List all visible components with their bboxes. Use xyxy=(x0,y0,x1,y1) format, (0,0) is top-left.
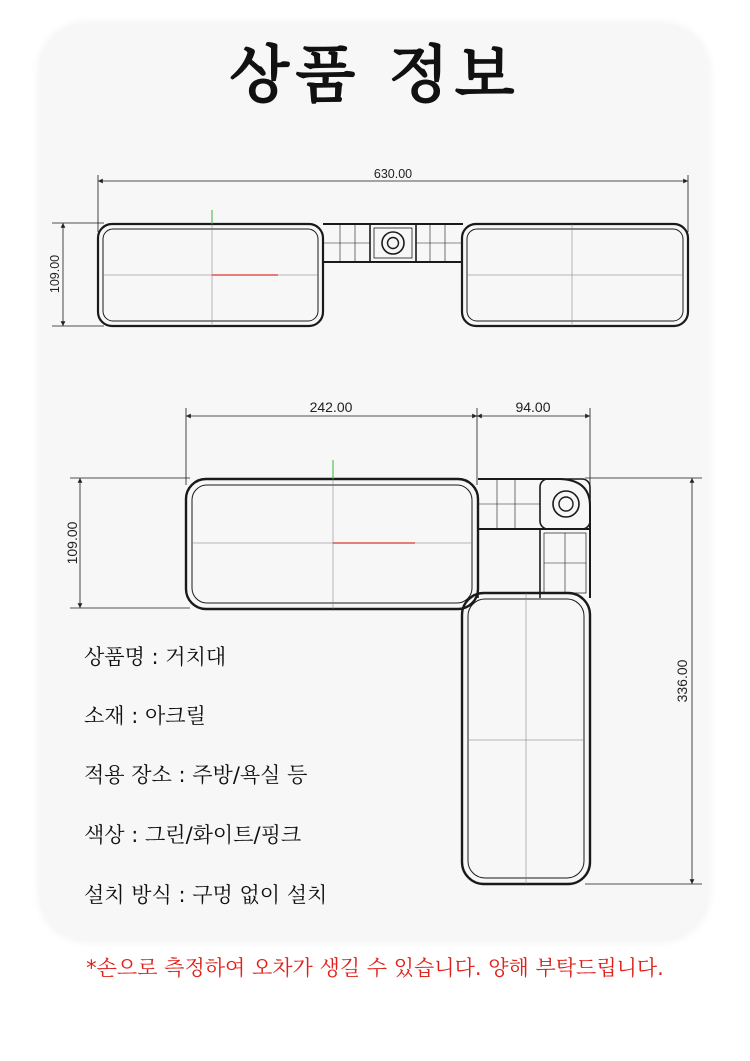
spec-product-name: 상품명 : 거치대 xyxy=(84,645,227,669)
spec-location: 적용 장소 : 주방/욕실 등 xyxy=(84,763,308,787)
top-height-label: 109.00 xyxy=(48,254,62,294)
bottom-left-width-label: 242.00 xyxy=(309,399,353,415)
bottom-right-width-label: 94.00 xyxy=(515,399,551,415)
bottom-right-height-label: 336.00 xyxy=(674,659,690,703)
top-width-label: 630.00 xyxy=(373,167,413,181)
measurement-note: *손으로 측정하여 오차가 생길 수 있습니다. 양해 부탁드립니다. xyxy=(86,956,664,980)
spec-installation: 설치 방식 : 구멍 없이 설치 xyxy=(84,883,328,907)
spec-material: 소재 : 아크릴 xyxy=(84,704,206,728)
spec-color: 색상 : 그린/화이트/핑크 xyxy=(84,823,302,847)
bottom-height-label: 109.00 xyxy=(64,521,80,565)
top-view xyxy=(52,175,688,326)
page-title: 상품 정보 xyxy=(229,38,521,111)
